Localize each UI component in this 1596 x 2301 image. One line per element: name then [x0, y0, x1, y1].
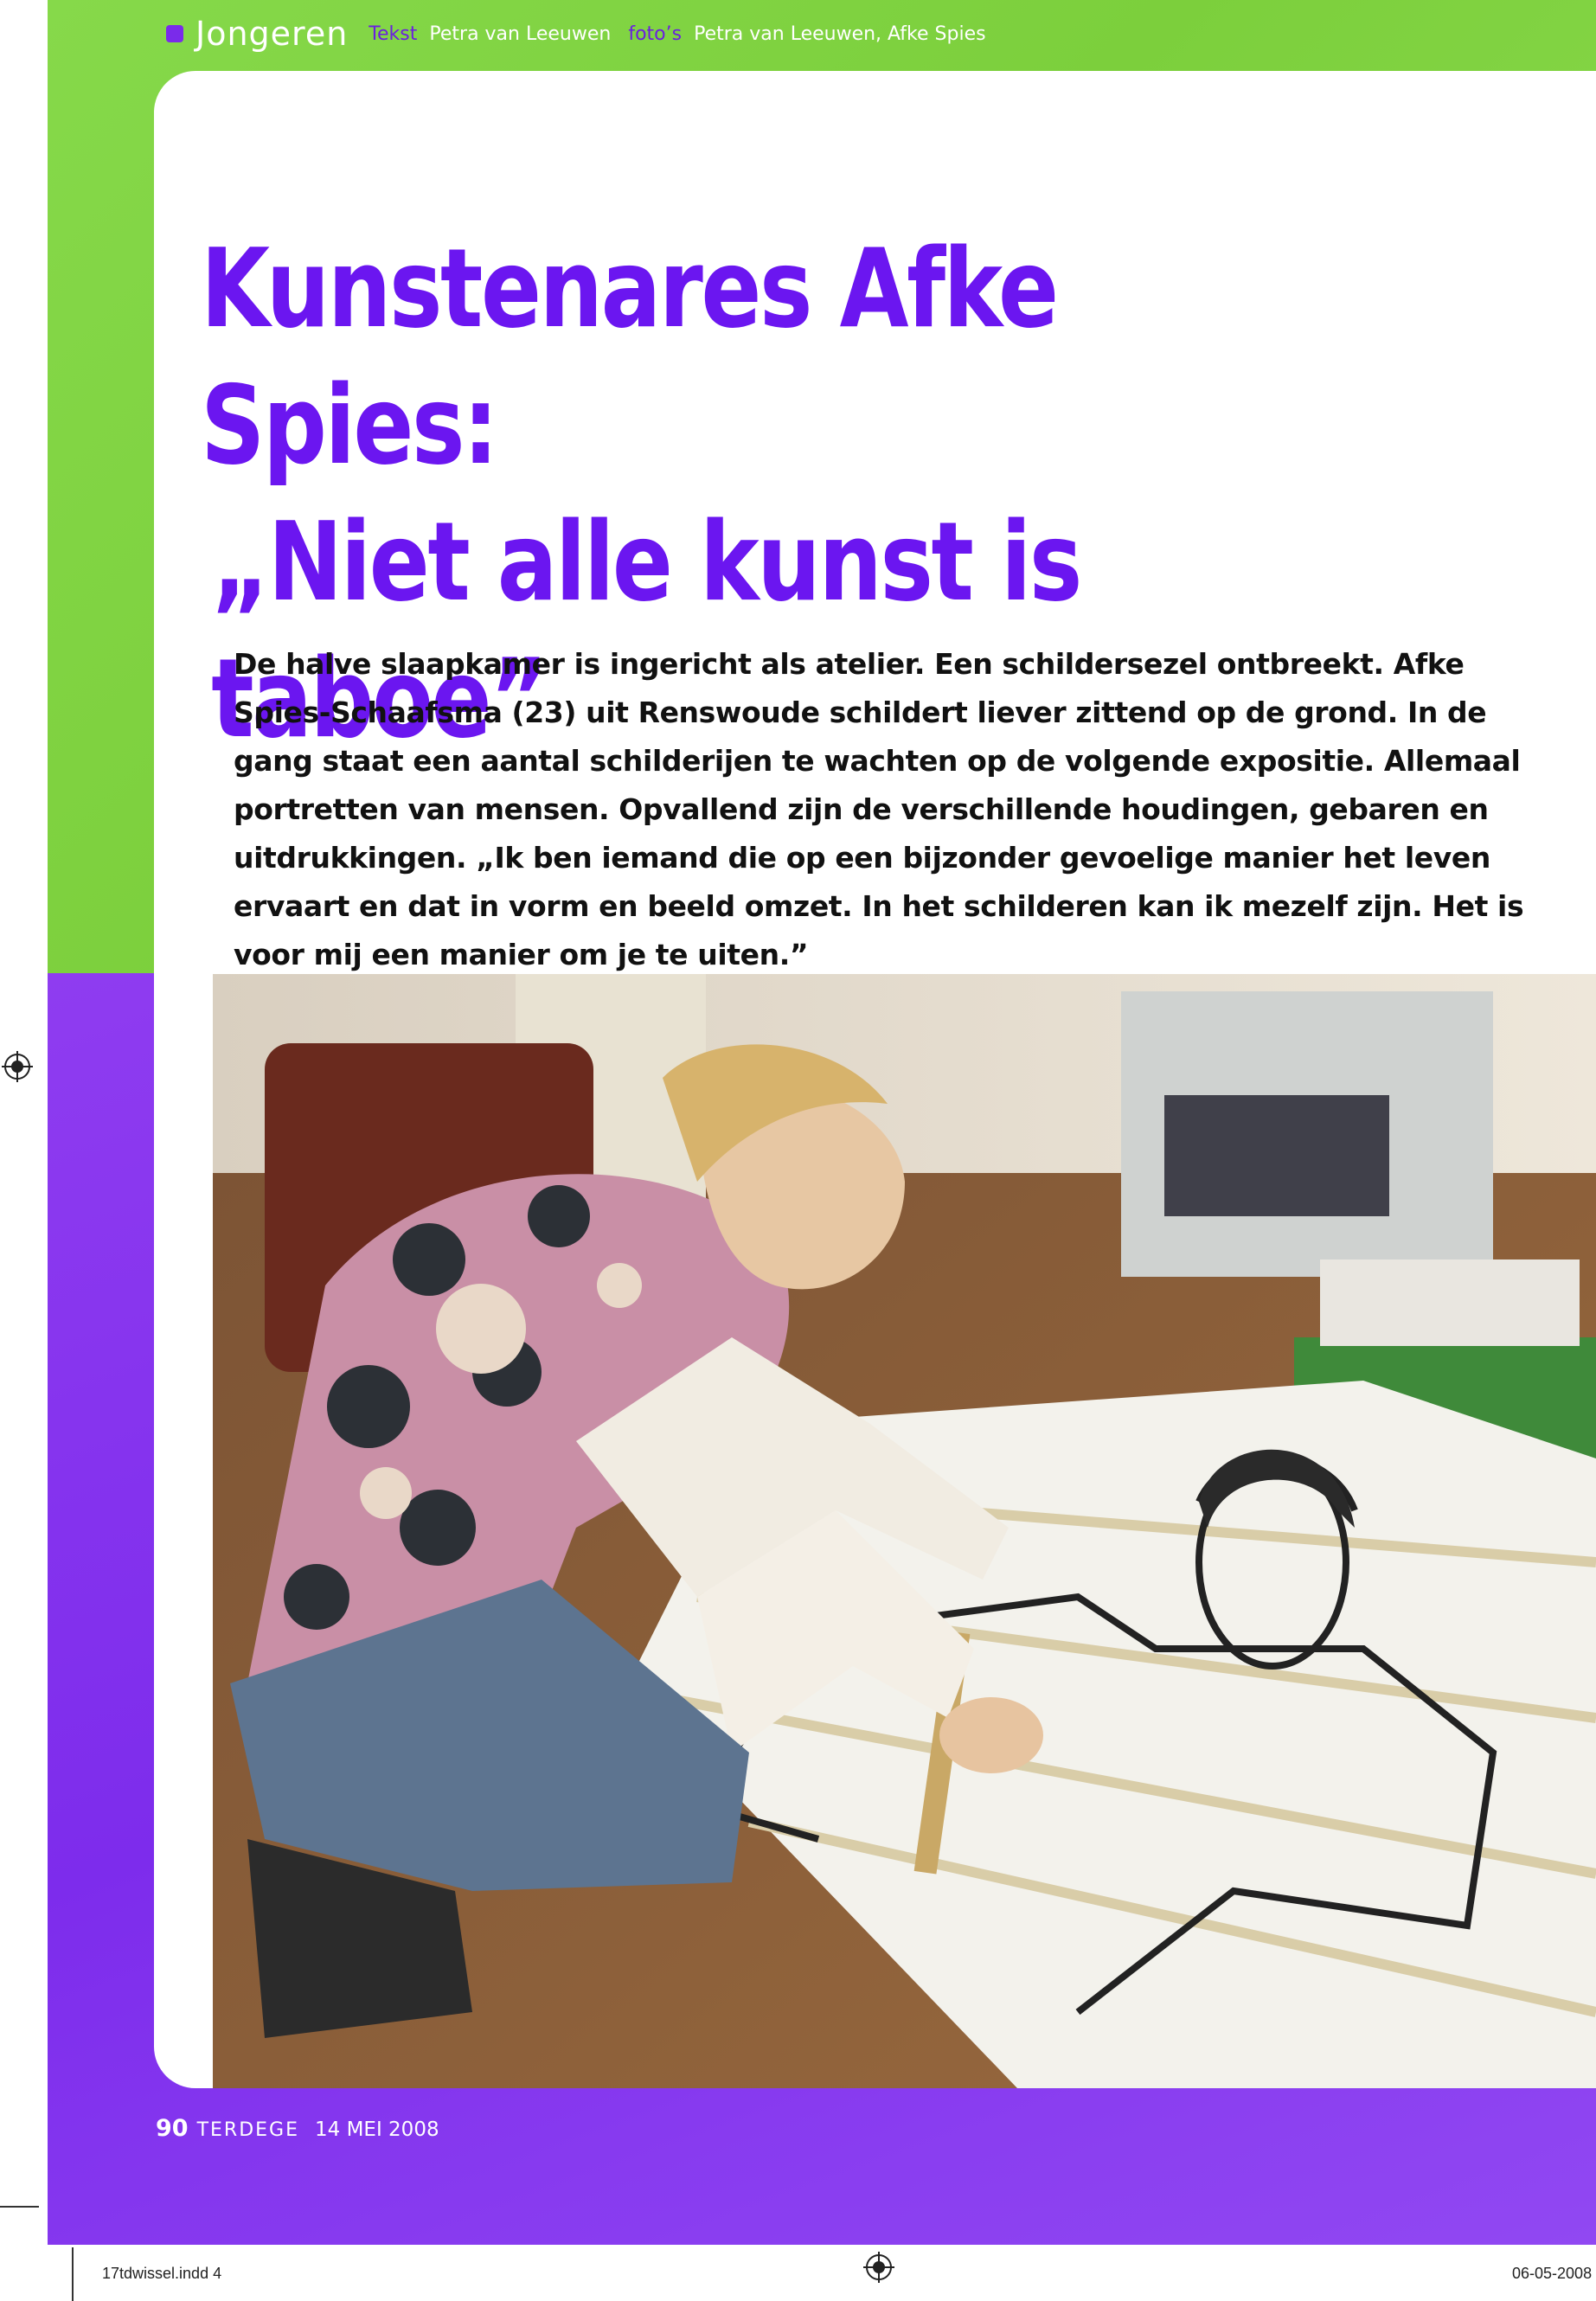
registration-mark-icon	[2, 1051, 33, 1082]
header-bar	[166, 12, 991, 55]
photo-credit-label: foto’s	[628, 22, 683, 45]
article-intro: De halve slaapkamer is ingericht als atelier. Een schildersezel ontbreekt. Afke Spies-Schaafsma (23) uit Renswoude schildert liever zittend op de grond. In de gang staat een aantal schilderijen te wachten op de volgende expositie. Allemaal portretten van mensen. Opvallend zijn de verschillende houdingen, gebaren en uitdrukkingen. „Ik ben iemand die op een bijzonder gevoelige manier het leven ervaart en dat in vorm en beeld omzet. In het schilderen kan ik mezelf zijn. Het is voor mij een manier om je te uiten.”	[234, 647, 1524, 971]
page-footer	[156, 2115, 439, 2142]
slug-date: 06-05-2008	[1512, 2265, 1593, 2282]
artist-painting-photo	[213, 974, 1596, 2088]
text-credit-label: Tekst	[369, 22, 418, 45]
registration-mark-icon	[863, 2252, 894, 2283]
slug-filename: 17tdwissel.indd 4	[102, 2265, 222, 2282]
section-name: Jongeren	[195, 15, 349, 53]
section-marker-icon	[166, 25, 183, 42]
title-line-1: Kunstenares Afke Spies:	[201, 225, 1057, 489]
crop-mark	[0, 2206, 39, 2208]
photo-credit-authors: Petra van Leeuwen, Afke Spies	[694, 22, 986, 45]
title-line-2: „Niet alle kunst is taboe”	[211, 498, 1080, 762]
page-margin	[0, 0, 48, 2301]
crop-mark	[72, 2247, 74, 2301]
page-number: 90	[156, 2115, 189, 2142]
text-credit-author: Petra van Leeuwen	[429, 22, 612, 45]
photo-illustration	[213, 974, 1596, 2088]
issue-date: 14 MEI 2008	[315, 2118, 439, 2141]
magazine-name: TERDEGE	[196, 2119, 299, 2141]
